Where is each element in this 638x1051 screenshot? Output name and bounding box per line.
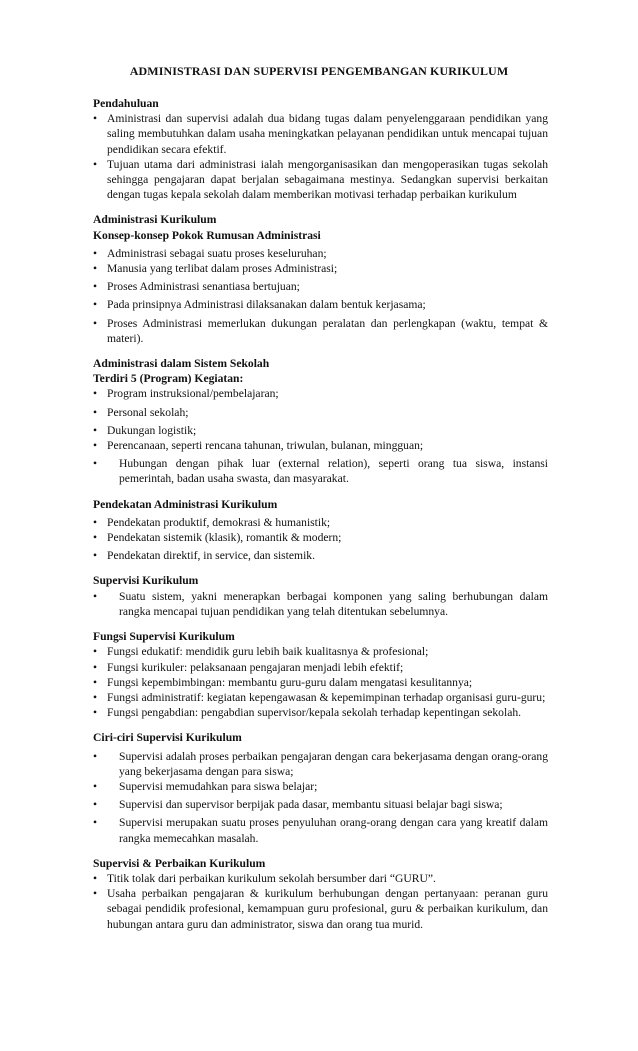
section-administrasi-kurikulum (93, 212, 548, 346)
bullet-icon: • (93, 871, 98, 885)
bullet-icon: • (93, 706, 98, 720)
list-item: • Usaha perbaikan pengajaran & kurikulum berhubungan dengan pertanyaan: peranan guru sebagai pendidik profesional, kemampuan guru profesional, guru & perbaikan kurikulum, dan hubungan antara guru dan administrator, siswa dan orang tua murid. (93, 887, 548, 931)
list-item: • Pendekatan direktif, in service, dan sistemik. (93, 549, 315, 563)
document-title: ADMINISTRASI DAN SUPERVISI PENGEMBANGAN KURIKULUM (129, 64, 509, 78)
bullet-icon: • (93, 423, 98, 437)
list-item: • Perencanaan, seperti rencana tahunan, triwulan, bulanan, mingguan; (93, 439, 424, 453)
bullet-icon: • (93, 645, 98, 659)
section-supervisi-perbaikan (93, 856, 548, 932)
section-supervisi-kurikulum (93, 573, 548, 619)
bullet-icon: • (93, 246, 98, 260)
section-heading: Fungsi Supervisi Kurikulum (93, 630, 235, 644)
bullet-icon: • (93, 798, 98, 812)
list-item: • Dukungan logistik; (93, 423, 197, 437)
list-item: • Manusia yang terlibat dalam proses Administrasi; (93, 262, 338, 276)
list-item: • Supervisi merupakan suatu proses penyuluhan orang-orang dengan cara yang kreatif dalam rangka memecahkan masalah. (93, 816, 548, 845)
list-item: • Fungsi pengabdian: pengabdian supervisor/kepala sekolah terhadap kepentingan sekolah. (93, 706, 522, 720)
list-item: • Supervisi memudahkan para siswa belajar; (93, 779, 318, 793)
bullet-icon: • (93, 262, 98, 276)
bullet-icon: • (93, 589, 98, 603)
list-item: • Program instruksional/pembelajaran; (93, 387, 279, 401)
bullet-icon: • (93, 157, 98, 171)
bullet-icon: • (93, 816, 98, 830)
section-heading: Administrasi dalam Sistem Sekolah (93, 357, 270, 371)
list-item: • Supervisi adalah proses perbaikan pengajaran dengan cara bekerjasama dengan orang-orang yang bekerjasama dengan para siswa; (93, 749, 548, 778)
list-item: • Pendekatan sistemik (klasik), romantik & modern; (93, 531, 342, 545)
section-heading: Ciri-ciri Supervisi Kurikulum (93, 731, 242, 745)
section-subheading: Konsep-konsep Pokok Rumusan Administrasi (93, 228, 321, 242)
list-item: • Fungsi kepembimbingan: membantu guru-guru dalam mengatasi kesulitannya; (93, 675, 473, 689)
section-ciri-supervisi (93, 730, 548, 845)
section-pendekatan-administrasi (93, 497, 548, 564)
list-item: • Hubungan dengan pihak luar (external relation), seperti orang tua siswa, instansi pemerintah, badan usaha swasta, dan masyarakat. (93, 457, 548, 486)
bullet-icon: • (93, 280, 98, 294)
bullet-icon: • (93, 675, 98, 689)
bullet-icon: • (93, 387, 98, 401)
section-pendahuluan (93, 96, 548, 202)
section-heading: Supervisi & Perbaikan Kurikulum (93, 856, 266, 870)
list-item: • Proses Administrasi senantiasa bertujuan; (93, 280, 300, 294)
section-fungsi-supervisi (93, 629, 548, 720)
list-item: • Pada prinsipnya Administrasi dilaksanakan dalam bentuk kerjasama; (93, 298, 426, 312)
list-item: • Aministrasi dan supervisi adalah dua bidang tugas dalam penyelenggaraan pendidikan yang saling membutuhkan dalam usaha meningkatkan pelayanan pendidikan untuk mencapai tujuan pendidikan secara efektif. (93, 112, 548, 156)
bullet-icon: • (93, 298, 98, 312)
list-item: • Pendekatan produktif, demokrasi & humanistik; (93, 515, 331, 529)
bullet-icon: • (93, 531, 98, 545)
bullet-icon: • (93, 112, 98, 126)
section-heading: Pendekatan Administrasi Kurikulum (93, 497, 278, 511)
list-item: • Personal sekolah; (93, 405, 189, 419)
bullet-icon: • (93, 887, 98, 901)
section-subheading: Terdiri 5 (Program) Kegiatan: (93, 372, 244, 386)
bullet-icon: • (93, 405, 98, 419)
bullet-icon: • (93, 660, 98, 674)
bullet-icon: • (93, 515, 98, 529)
section-heading: Supervisi Kurikulum (93, 574, 199, 588)
list-item: • Supervisi dan supervisor berpijak pada dasar, membantu situasi belajar bagi siswa; (93, 798, 503, 812)
document-body (93, 96, 548, 932)
bullet-icon: • (93, 439, 98, 453)
bullet-icon: • (93, 457, 98, 471)
section-heading: Administrasi Kurikulum (93, 213, 217, 227)
list-item: • Proses Administrasi memerlukan dukungan peralatan dan perlengkapan (waktu, tempat & materi). (93, 316, 548, 345)
section-heading: Pendahuluan (93, 97, 159, 110)
list-item: • Fungsi edukatif: mendidik guru lebih baik kualitasnya & profesional; (93, 645, 429, 659)
list-item: • Titik tolak dari perbaikan kurikulum sekolah bersumber dari “GURU”. (93, 871, 436, 885)
section-administrasi-sistem-sekolah (93, 356, 548, 487)
list-item: • Fungsi administratif: kegiatan kepengawasan & kepemimpinan terhadap organisasi guru-guru; (93, 690, 546, 704)
bullet-icon: • (93, 779, 98, 793)
bullet-icon: • (93, 316, 98, 330)
bullet-icon: • (93, 549, 98, 563)
list-item: • Administrasi sebagai suatu proses keseluruhan; (93, 246, 327, 260)
list-item: • Tujuan utama dari administrasi ialah mengorganisasikan dan mengoperasikan tugas sekolah sehingga pengajaran dapat berjalan sebagaimana mestinya. Sedangkan supervisi berkaitan dengan tugas kepala sekolah dalam memberikan motivasi terhadap perbaikan kurikulum (93, 157, 548, 202)
list-item: • Suatu sistem, yakni menerapkan berbagai komponen yang saling berhubungan dalam rangka mencapai tujuan pendidikan yang telah ditentukan sebelumnya. (93, 589, 548, 618)
bullet-icon: • (93, 749, 98, 763)
bullet-icon: • (93, 690, 98, 704)
list-item: • Fungsi kurikuler: pelaksanaan pengajaran menjadi lebih efektif; (93, 660, 404, 674)
